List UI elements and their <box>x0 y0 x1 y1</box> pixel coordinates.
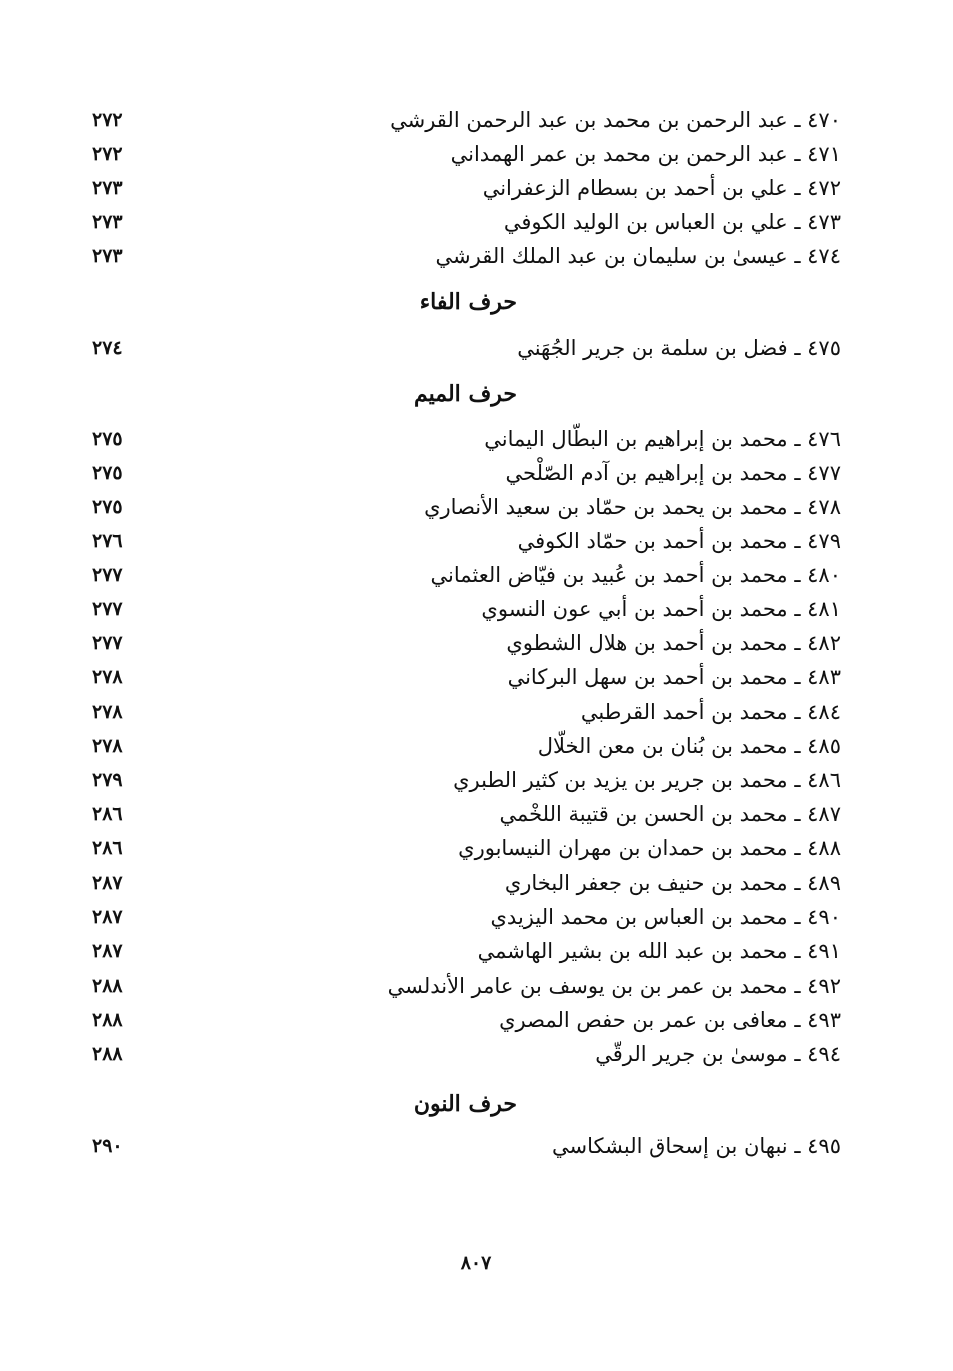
entry-page-number: ٢٧٨ <box>92 666 123 688</box>
entry-page-number: ٢٧٨ <box>92 701 123 723</box>
entry-page-number: ٢٧٩ <box>92 769 123 791</box>
entry-page-number: ٢٨٧ <box>92 906 123 928</box>
entry-name: ٤٧٩ ـ محمد بن أحمد بن حمّاد الكوفي <box>517 529 841 553</box>
entry-page-number: ٢٨٧ <box>92 872 123 894</box>
entry-page-number: ٢٨٧ <box>92 940 123 962</box>
index-entry <box>0 1003 953 1037</box>
entry-name: ٤٨٦ ـ محمد بن جرير بن يزيد بن كثير الطبري <box>453 768 841 792</box>
page-folio-number: ٨٠٧ <box>460 1252 492 1274</box>
index-entry <box>0 456 953 490</box>
entry-page-number: ٢٧٧ <box>92 564 123 586</box>
index-entry <box>0 524 953 558</box>
section-heading: حرف النون <box>413 1091 517 1117</box>
entry-name: ٤٧٧ ـ محمد بن إبراهيم بن آدم الصّلْحي <box>505 461 841 485</box>
index-entry <box>0 103 953 137</box>
index-entry <box>0 969 953 1003</box>
index-entry <box>0 331 953 365</box>
entry-name: ٤٧٢ ـ علي بن أحمد بن بسطام الزعفراني <box>482 176 841 200</box>
entry-name: ٤٧١ ـ عبد الرحمن بن محمد بن عمر الهمداني <box>450 142 841 166</box>
entry-page-number: ٢٧٨ <box>92 735 123 757</box>
entry-name: ٤٧٦ ـ محمد بن إبراهيم بن البطّال اليماني <box>484 427 841 451</box>
entry-page-number: ٢٧٥ <box>92 496 123 518</box>
entry-page-number: ٢٨٦ <box>92 837 123 859</box>
entry-name: ٤٨٧ ـ محمد بن الحسن بن قتيبة اللخْمي <box>499 802 841 826</box>
entry-page-number: ٢٧٥ <box>92 462 123 484</box>
index-entry <box>0 205 953 239</box>
index-entry <box>0 934 953 968</box>
entry-page-number: ٢٧٥ <box>92 428 123 450</box>
entry-name: ٤٩٠ ـ محمد بن العباس بن محمد اليزيدي <box>490 905 841 929</box>
index-entry <box>0 490 953 524</box>
entry-name: ٤٩٤ ـ موسىٰ بن جرير الرقّي <box>595 1042 841 1066</box>
index-entry <box>0 900 953 934</box>
entry-name: ٤٧٨ ـ محمد بن يحمد بن حمّاد بن سعيد الأنصاري <box>424 495 841 519</box>
index-entry <box>0 763 953 797</box>
index-entry <box>0 137 953 171</box>
entry-name: ٤٩٢ ـ محمد بن عمر بن بن يوسف بن عامر الأندلسي <box>387 974 841 998</box>
entry-name: ٤٧٥ ـ فضل بن سلمة بن جرير الجُهَني <box>517 336 841 360</box>
index-entry <box>0 422 953 456</box>
entry-name: ٤٨١ ـ محمد بن أحمد بن أبي عون النسوي <box>481 597 841 621</box>
entry-page-number: ٢٨٨ <box>92 975 123 997</box>
entry-name: ٤٧٣ ـ علي بن العباس بن الوليد الكوفي <box>503 210 841 234</box>
entry-page-number: ٢٧٧ <box>92 598 123 620</box>
index-entry <box>0 831 953 865</box>
entry-name: ٤٨٥ ـ محمد بن بُنان بن معن الخلّال <box>537 734 841 758</box>
entry-name: ٤٨٤ ـ محمد بن أحمد القرطبي <box>580 700 841 724</box>
entry-page-number: ٢٧٣ <box>92 211 123 233</box>
index-entry <box>0 1037 953 1071</box>
entry-page-number: ٢٨٨ <box>92 1009 123 1031</box>
index-entry <box>0 171 953 205</box>
entry-name: ٤٩٣ ـ معافى بن عمر بن حفص المصري <box>499 1008 841 1032</box>
entry-page-number: ٢٧٦ <box>92 530 123 552</box>
entry-page-number: ٢٨٨ <box>92 1043 123 1065</box>
section-heading: حرف الميم <box>413 381 517 407</box>
index-entry <box>0 695 953 729</box>
index-entry <box>0 797 953 831</box>
entry-name: ٤٨٣ ـ محمد بن أحمد بن سهل البركاني <box>507 665 841 689</box>
section-heading: حرف الفاء <box>419 289 517 315</box>
index-entry <box>0 1129 953 1163</box>
entry-page-number: ٢٧٤ <box>92 337 123 359</box>
entry-name: ٤٨٢ ـ محمد بن أحمد بن هلال الشطوي <box>506 631 841 655</box>
entry-name: ٤٧٠ ـ عبد الرحمن بن محمد بن عبد الرحمن القرشي <box>390 108 841 132</box>
entry-page-number: ٢٧٧ <box>92 632 123 654</box>
index-entry <box>0 660 953 694</box>
entry-name: ٤٨٠ ـ محمد بن أحمد بن عُبيد بن فيّاض العثماني <box>430 563 841 587</box>
entry-page-number: ٢٧٣ <box>92 245 123 267</box>
entry-name: ٤٨٨ ـ محمد بن حمدان بن مهران النيسابوري <box>458 836 841 860</box>
index-entry <box>0 558 953 592</box>
entry-page-number: ٢٧٢ <box>92 109 123 131</box>
index-entry <box>0 626 953 660</box>
entry-name: ٤٧٤ ـ عيسىٰ بن سليمان بن عبد الملك القرشي <box>435 244 841 268</box>
index-entry <box>0 866 953 900</box>
entry-page-number: ٢٩٠ <box>92 1135 123 1157</box>
index-entry <box>0 239 953 273</box>
entry-page-number: ٢٨٦ <box>92 803 123 825</box>
entry-name: ٤٩٥ ـ نبهان بن إسحاق البشكاسي <box>552 1134 841 1158</box>
entry-page-number: ٢٧٢ <box>92 143 123 165</box>
index-entry <box>0 592 953 626</box>
entry-name: ٤٩١ ـ محمد بن عبد الله بن بشير الهاشمي <box>477 939 841 963</box>
index-entry <box>0 729 953 763</box>
entry-page-number: ٢٧٣ <box>92 177 123 199</box>
entry-name: ٤٨٩ ـ محمد بن حنيف بن جعفر البخاري <box>504 871 841 895</box>
